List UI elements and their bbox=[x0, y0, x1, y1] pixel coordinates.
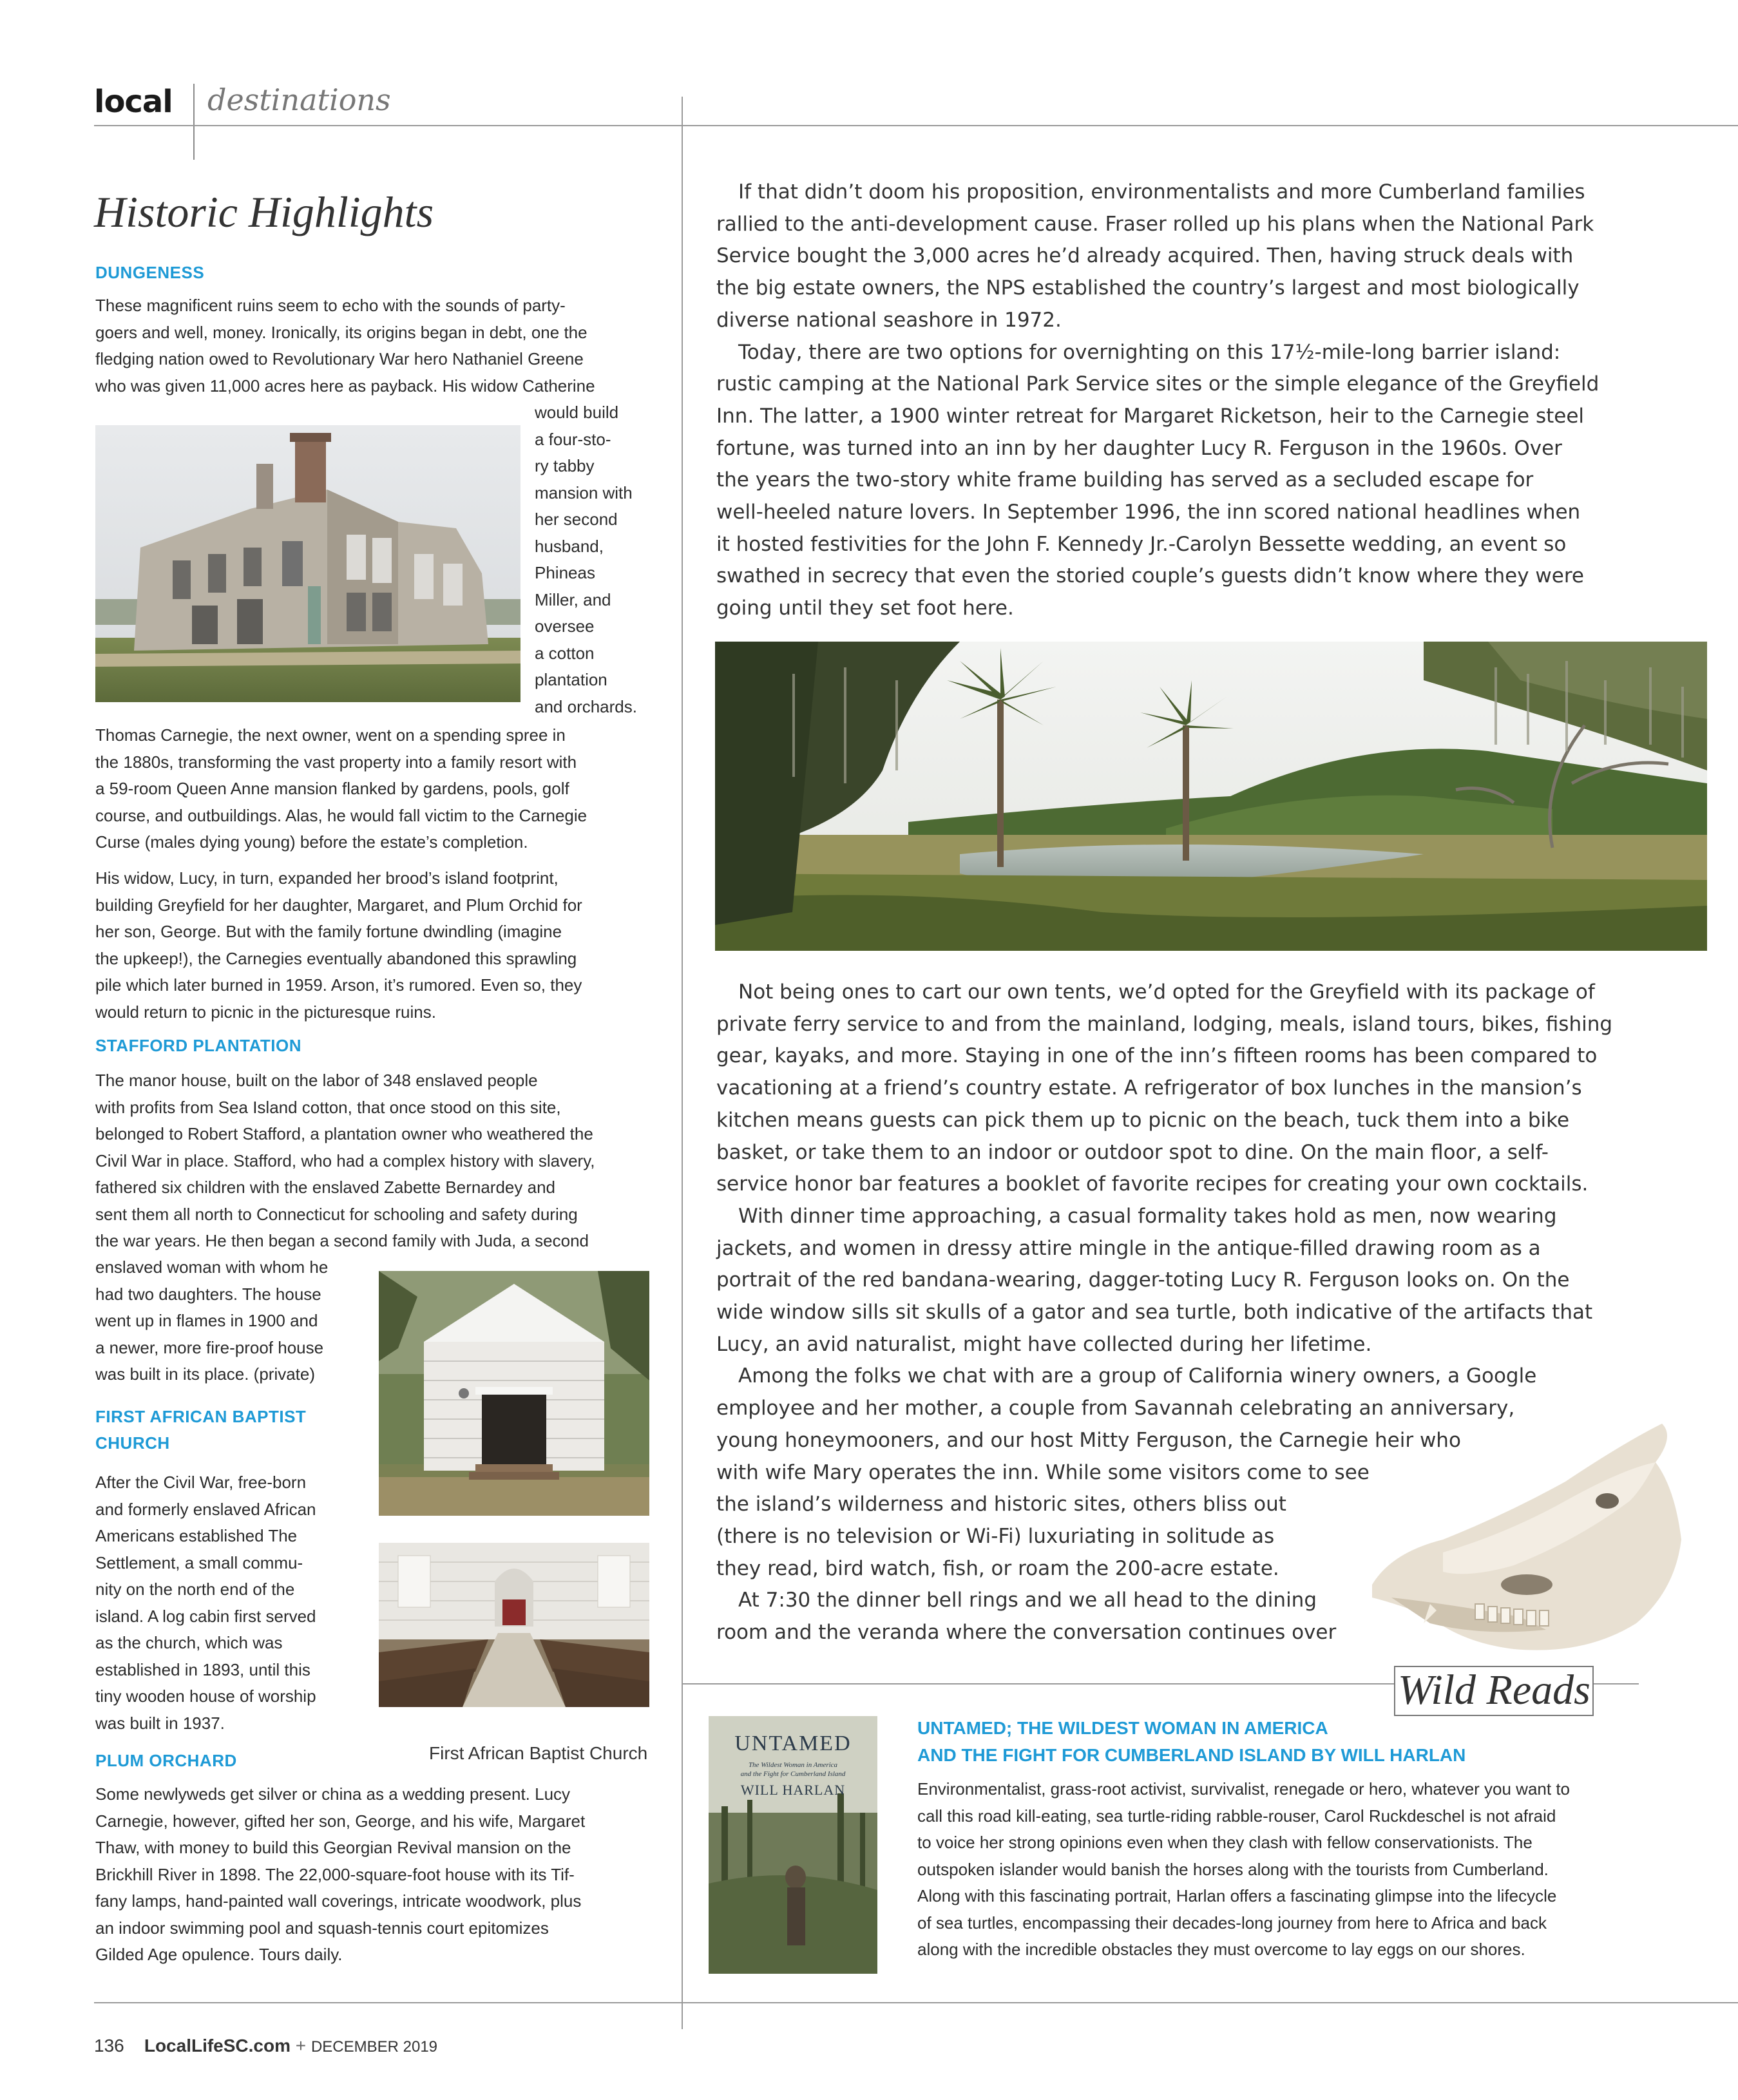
wild-reads-label: Wild Reads bbox=[1398, 1666, 1590, 1713]
sidebar-title: Historic Highlights bbox=[94, 187, 434, 236]
dungeness-text-tail: Thomas Carnegie, the next owner, went on a spending spree in the 1880s, transforming the vast property into a family resort with a 59-room Queen Anne mansion flanked by gardens, pools, golf course, and outbuildings. Alas, he would fall victim to the Carnegie Curse (males dying young) before the estate’s completion. bbox=[95, 725, 587, 852]
section-label: local bbox=[94, 84, 173, 120]
plum-text: Some newlyweds get silver or china as a wedding present. Lucy Carnegie, however, gifted her son, George, and his wife, Margaret Thaw, with money to build this Georgian Revival mansion on the Brickhill River in 1898. The 22,000-square-foot house with its Tif- fany lamps, hand-painted wall coverings, intricate woodwork, plus an indoor swimming pool and squash-tennis court epitomizes Gilded Age opulence. Tours daily. bbox=[95, 1784, 586, 1964]
header-divider bbox=[193, 84, 195, 160]
dungeness-text-top: These magnificent ruins seem to echo with the sounds of party- goers and well, money. Ironically, its origins began in debt, one the fledging nation owed to Revolutionary War hero Nathaniel Greene who was given 11,000 acres here as payback. His widow Catherine bbox=[95, 296, 595, 396]
footer-rule bbox=[94, 2002, 1738, 2003]
book-description: Environmentalist, grass-root activist, survivalist, renegade or hero, whatever you want to call this road kill-eating, sea turtle-riding rabble-rouser, Carol Ruckdeschel is not afraid to voice her strong opinions even when they clash with fellow conservationists. The outspoken islander would banish the horses along with the tourists from Cumberland. Along with this fascinating portrait, Harlan offers a fascinating glimpse into the lifecycle of sea turtles, encompassing their decades-long journey from here to Africa and back along with the incredible obstacles they must overcome to lay eggs on our shores. bbox=[917, 1779, 1571, 1959]
church-exterior-photo bbox=[379, 1271, 649, 1516]
book-cover-subtitle-1: The Wildest Woman in America bbox=[748, 1761, 838, 1769]
footer-separator: + bbox=[295, 2036, 307, 2056]
footer bbox=[94, 2036, 437, 2056]
dungeness-wrap-text: would build a four-sto- ry tabby mansion with her second husband, Phineas Miller, and oversee a cotton plantation and orchards. bbox=[535, 403, 637, 716]
book-cover-subtitle-2: and the Fight for Cumberland Island bbox=[740, 1770, 846, 1778]
wild-reads-rule-left bbox=[683, 1683, 1394, 1685]
marsh-landscape-photo bbox=[715, 642, 1707, 951]
site-name: LocalLifeSC.com bbox=[144, 2036, 291, 2056]
stafford-wrap-text: enslaved woman with whom he had two daughters. The house went up in flames in 1900 and a newer, more fire-proof house was built in its place. (private) bbox=[95, 1257, 329, 1384]
wild-reads-rule-right bbox=[1594, 1683, 1639, 1685]
article-text-mid: Not being ones to cart our own tents, we’d opted for the Greyfield with its package of private ferry service to and from the mainland, lodging, meals, island tours, bikes, fishing gear, kayaks, and more. Staying in one of the inn’s fifteen rooms has been compared to vacationing at a friend’s country estate. A refrigerator of box lunches in the mansion’s kitchen means guests can pick them up to picnic on the beach, tuck them into a bike basket, or take them to an indoor or outdoor spot to dine. On the main floor, a self- service honor bar features a booklet of favorite recipes for creating your own cocktails. With dinner time approaching, a casual formality takes hold as men, now wearing jackets, and women in dressy attire mingle in the antique-filled drawing room as a portrait of the red bandana-wearing, dagger-toting Lucy R. Ferguson looks on. On the wide window sills sit skulls of a gator and sea turtle, both indicative of the artifacts that Lucy, an avid naturalist, might have collected during her lifetime. Among the folks we chat with are a group of California winery owners, a Google employee and her mother, a couple from Savannah celebrating an anniversary, young honeymooners, and our host Mitty Ferguson, the Carnegie heir who with wife Mary operates the inn. While some visitors come to see the island’s wilderness and historic sites, others bliss out (there is no television or Wi-Fi) luxuriating in solitude as they read, bird watch, fish, or roam the 200-acre estate. At 7:30 the dinner bell rings and we all head to the dining room and the veranda where the conversation continues over bbox=[716, 980, 1613, 1645]
church-interior-photo bbox=[379, 1543, 649, 1707]
column-divider bbox=[682, 97, 683, 2029]
stafford-heading: STAFFORD PLANTATION bbox=[95, 1036, 302, 1055]
article-text-top: If that didn’t doom his proposition, environmentalists and more Cumberland families rallied to the anti-development cause. Fraser rolled up his plans when the National Park Service bought the 3,000 acres he’d already acquired. Then, having struck deals with the big estate owners, the NPS established the country’s largest and most biologically diverse national seashore in 1972. Today, there are two options for overnighting on this 17½-mile-long barrier island: rustic camping at the National Park Service sites or the simple elegance of the Greyfield Inn. The latter, a 1900 winter retreat for Margaret Ricketson, heir to the Carnegie steel fortune, was turned into an inn by her daughter Lucy R. Ferguson in the 1960s. Over the years the two-story white frame building has served as a secluded escape for well-heeled nature lovers. In September 1996, the inn scored national headlines when it hosted festivities for the John F. Kennedy Jr.-Carolyn Bessette wedding, an event so swathed in secrecy that even the storied couple’s guests didn’t know where they were going until they set foot here. bbox=[716, 180, 1600, 620]
church-text: After the Civil War, free-born and formerly enslaved African Americans established The Settlement, a small commu- nity on the north end of the island. A log cabin first served as the church, which was established in 1893, until this tiny wooden house of worship was built in 1937. bbox=[95, 1473, 316, 1733]
church-heading: FIRST AFRICAN BAPTIST CHURCH bbox=[95, 1407, 307, 1453]
plum-heading: PLUM ORCHARD bbox=[95, 1751, 237, 1770]
header-rule bbox=[94, 125, 1738, 126]
book-cover-title: UNTAMED bbox=[734, 1732, 852, 1755]
issue-date: DECEMBER 2019 bbox=[310, 2038, 438, 2056]
subsection-label: destinations bbox=[207, 82, 391, 117]
book-title: UNTAMED; THE WILDEST WOMAN IN AMERICA AND THE FIGHT FOR CUMBERLAND ISLAND BY WILL HARLAN bbox=[917, 1718, 1466, 1765]
skull-image bbox=[1353, 1411, 1701, 1668]
book-cover-author: WILL HARLAN bbox=[740, 1782, 846, 1798]
page-number: 136 bbox=[94, 2036, 124, 2056]
dungeness-text-p2: His widow, Lucy, in turn, expanded her brood’s island footprint, building Greyfield for her daughter, Margaret, and Plum Orchid for her son, George. But with the family fortune dwindling (imagine the upkeep!), the Carnegies eventually abandoned this sprawling pile which later burned in 1959. Arson, it’s rumored. Even so, they would return to picnic in the picturesque ruins. bbox=[95, 868, 582, 1022]
stafford-text: The manor house, built on the labor of 348 enslaved people with profits from Sea Island cotton, that once stood on this site, belonged to Robert Stafford, a plantation owner who weathered the Civil War in place. Stafford, who had a complex history with slavery, fathered six children with the enslaved Zabette Bernardey and sent them all north to Connecticut for schooling and safety during the war years. He then began a second family with Juda, a second bbox=[95, 1071, 595, 1250]
book-cover bbox=[709, 1716, 877, 1974]
dungeness-ruins-photo bbox=[95, 425, 520, 702]
dungeness-heading: DUNGENESS bbox=[95, 263, 205, 282]
church-caption: First African Baptist Church bbox=[429, 1743, 648, 1763]
